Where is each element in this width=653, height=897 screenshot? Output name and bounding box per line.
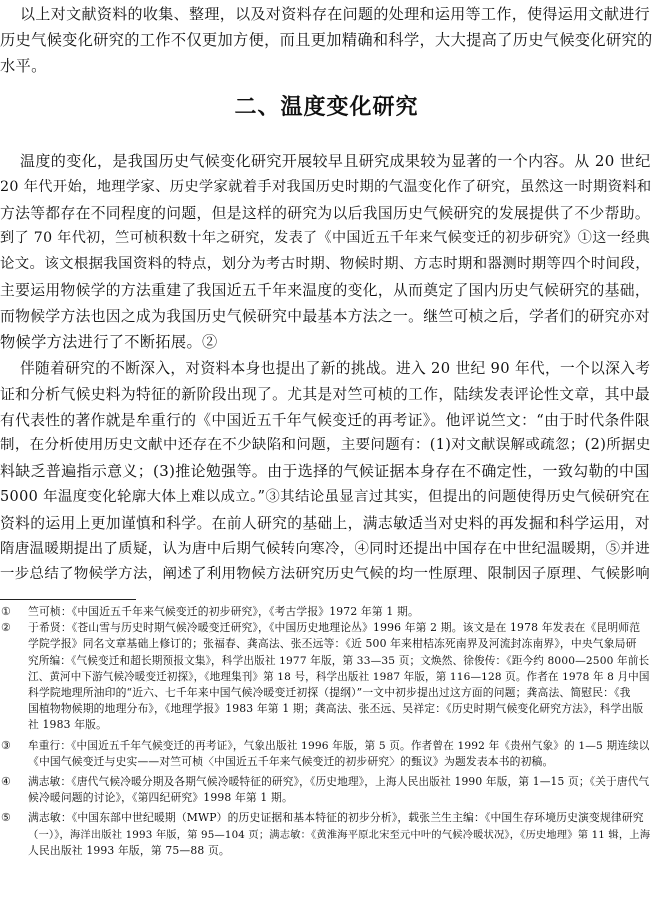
footnote-line: 牟重行：《中国近五千年气候变迁的再考证》，气象出版社 1996 年版，第 5 页。作者曾在 1992 年《贵州气象》的 1—5 期连续以 bbox=[28, 738, 650, 752]
text-line: 伴随着研究的不断深入，对资料本身也提出了新的挑战。进入 20 世纪 90 年代，一个以深入考 bbox=[20, 360, 651, 377]
footnote-3 bbox=[0, 738, 653, 770]
text-line: 一步总结了物候学方法，阐述了利用物候方法研究历史气候的均一性原理、限制因子原理、气候影响 bbox=[0, 566, 650, 583]
footnote-divider bbox=[0, 599, 136, 600]
footnotes bbox=[0, 604, 653, 859]
section-title: 二、温度变化研究 bbox=[234, 94, 419, 120]
footnote-2 bbox=[0, 620, 653, 733]
footnote-marker: ⑤ bbox=[1, 811, 11, 825]
footnote-marker: ② bbox=[1, 621, 11, 635]
footnote-line: 国植物物候期的地理分布》，《地理学报》1983 年第 1 期；龚高法、张丕远、吴祥定：《历史时期气候变化研究方法》，科学出版 bbox=[28, 702, 644, 716]
footnote-line: 满志敏：《中国东部中世纪暖期（MWP）的历史证据和基本特征的初步分析》，载张兰生主编：《中国生存环境历史演变规律研究 bbox=[28, 811, 644, 825]
text-line: 温度的变化，是我国历史气候变化研究开展较早且研究成果较为显著的一个内容。从 20 世纪 bbox=[20, 152, 651, 170]
text-line: 资料的运用上更加谨慎和科学。在前人研究的基础上，满志敏适当对史料的再发掘和科学运用，对 bbox=[0, 514, 650, 532]
footnote-line: 究所编：《气候变迁和超长期预报文集》，科学出版社 1977 年版，第 33—35 页；文焕然、徐俊传：《距今约 8000—2500 年前长 bbox=[28, 653, 650, 667]
text-line: 证和分析气候史料为特征的新阶段出现了。尤其是对竺可桢的工作，陆续发表评论性文章，其中最 bbox=[0, 385, 650, 403]
text-line: 料缺乏普遍指示意义；(3)推论勉强等。由于选择的气候证据本身存在不确定性，一致勾勒的中国 bbox=[0, 462, 650, 481]
text-line: 到了 70 年代初，竺可桢积数十年之研究，发表了《中国近五千年来气候变迁的初步研究》①这一经典 bbox=[0, 230, 651, 247]
footnote-line: 人民出版社 1993 年版，第 75—88 页。 bbox=[28, 843, 230, 857]
paragraph-data-challenges bbox=[0, 356, 653, 588]
footnote-line: 学院学报》同名文章基础上修订的；张福春、龚高法、张丕远等：《近 500 年来柑桔冻死南界及河流封冻南界》，中央气象局研 bbox=[28, 637, 637, 651]
text-line: 20 年代开始，地理学家、历史学家就着手对我国历史时期的气温变化作了研究，虽然这一时期资料和 bbox=[0, 178, 652, 195]
text-line: 制，在分析使用历史文献中还存在不少缺陷和问题，主要问题有：(1)对文献误解或疏忽；(2)所据史 bbox=[0, 437, 651, 454]
footnote-line: 科学院地理所油印的“近六、七千年来中国气候冷暖变迁初探（提纲）”一文中初步提出过这方面的问题；龚高法、简慰民：《我 bbox=[28, 686, 631, 700]
footnote-line: 满志敏：《唐代气候冷暖分期及各期气候冷暖特征的研究》，《历史地理》，上海人民出版社 1990 年版，第 1—15 页；《关于唐代气 bbox=[28, 775, 650, 789]
text-line: 水平。 bbox=[0, 56, 47, 75]
footnote-line: 江、黄河中下游气候冷暖变迁初探》，《地理集刊》第 18 号，科学出版社 1987 年版，第 116—128 页。作者在 1978 年 8 月中国 bbox=[28, 670, 650, 683]
footnote-line: 社 1983 年版。 bbox=[28, 718, 108, 732]
footnote-marker: ① bbox=[1, 605, 11, 618]
footnote-5 bbox=[0, 810, 653, 859]
text-line: 有代表性的著作就是牟重行的《中国近五千年气候变迁的再考证》。他评说竺文：“由于时代条件限 bbox=[0, 411, 650, 429]
footnote-4 bbox=[0, 774, 653, 806]
footnote-line: 候冷暖问题的讨论》，《第四纪研究》1998 年第 1 期。 bbox=[28, 791, 293, 805]
text-line: 隋唐温暖期提出了质疑，认为唐中后期气候转向寒冷，④同时还提出中国存在中世纪温暖期，⑤并进 bbox=[0, 540, 650, 557]
intro-paragraph bbox=[0, 2, 653, 79]
text-line: 历史气候变化研究的工作不仅更加方便，而且更加精确和科学，大大提高了历史气候变化研究的 bbox=[0, 30, 653, 49]
text-line: 而物候学方法也因之成为我国历史气候研究中最基本方法之一。继竺可桢之后，学者们的研究亦对 bbox=[0, 307, 650, 325]
footnote-marker: ④ bbox=[1, 775, 11, 789]
footnote-line: 《中国气候变迁与史实——对竺可桢〈中国近五千年来气候变迁的初步研究〉的甄议》为题发表本书的初稿。 bbox=[28, 754, 554, 768]
text-line: 论文。该文根据我国资料的特点，划分为考古时期、物候时期、方志时期和器测时期等四个时间段， bbox=[0, 256, 650, 273]
paragraph-temperature-research bbox=[0, 149, 653, 355]
footnote-line: （一）》，海洋出版社 1993 年版，第 95—104 页；满志敏：《黄淮海平原北宋至元中叶的气候冷暖状况》，《历史地理》第 11 辑，上海 bbox=[28, 828, 651, 841]
text-line: 5000 年温度变化轮廓大体上难以成立。”③其结论虽显言过其实，但提出的问题使得历史气候研究在 bbox=[0, 488, 650, 505]
text-line: 方法等都存在不同程度的问题，但是这样的研究为以后我国历史气候研究的发展提供了不少帮助。 bbox=[0, 204, 650, 222]
footnote-1 bbox=[0, 604, 653, 620]
footnote-marker: ③ bbox=[1, 738, 11, 752]
text-line: 以上对文献资料的收集、整理，以及对资料存在问题的处理和运用等工作，使得运用文献进行 bbox=[20, 5, 650, 23]
text-line: 物候学方法进行了不断拓展。② bbox=[0, 332, 218, 351]
footnote-line: 于希贤：《苍山雪与历史时期气候冷暖变迁研究》，《中国历史地理论丛》1996 年第 2 期。该文是在 1978 年发表在《昆明师范 bbox=[28, 621, 641, 635]
text-line: 主要运用物候学的方法重建了我国近五千年来温度的变化，从而奠定了国内历史气候研究的基础， bbox=[0, 281, 650, 299]
footnote-line: 竺可桢：《中国近五千年来气候变迁的初步研究》，《考古学报》1972 年第 1 期。 bbox=[28, 605, 419, 618]
